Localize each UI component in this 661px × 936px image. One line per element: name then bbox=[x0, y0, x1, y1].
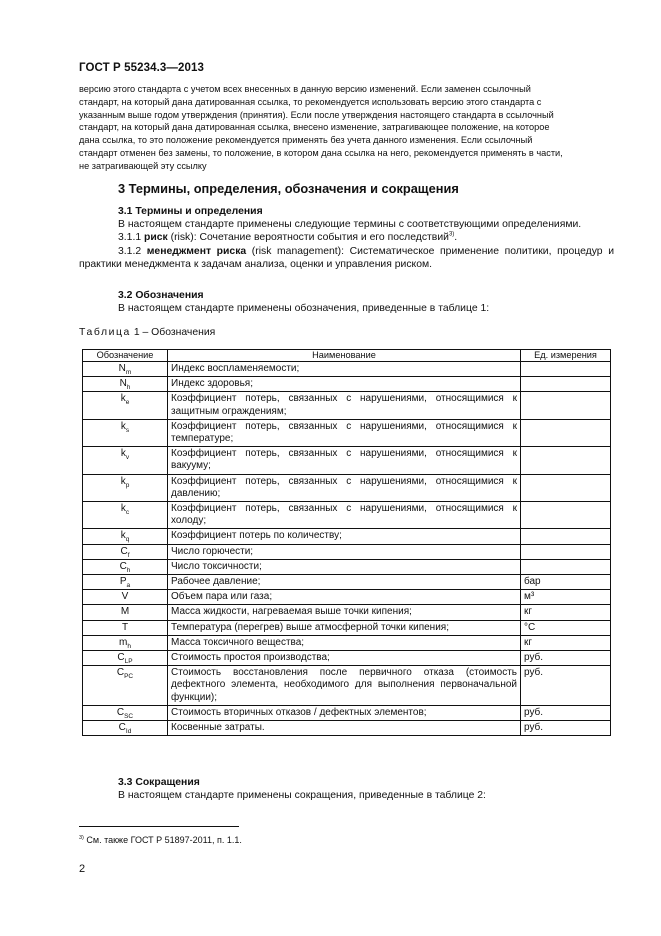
cell-name: Число токсичности; bbox=[168, 559, 521, 574]
table-row bbox=[83, 620, 611, 635]
symbol-subscript: p bbox=[125, 481, 130, 489]
cell-unit: м³ bbox=[521, 590, 611, 605]
intro-line: указанным выше годом утверждения (принятия). Если после утверждения настоящего стандарта в ссылочный bbox=[79, 109, 554, 120]
term-end: . bbox=[454, 232, 458, 244]
table-caption-rest: 1 – Обозначения bbox=[130, 327, 216, 338]
symbol: C bbox=[116, 667, 125, 679]
cell-name: Индекс воспламеняемости; bbox=[168, 362, 521, 377]
cell-unit bbox=[521, 419, 611, 446]
symbol-subscript: LP bbox=[124, 658, 133, 666]
cell-name: Коэффициент потерь, связанных с нарушениями, относящимися к давлению; bbox=[168, 474, 521, 501]
column-header-designation: Обозначение bbox=[83, 350, 168, 362]
cell-name: Рабочее давление; bbox=[168, 575, 521, 590]
table-row bbox=[83, 651, 611, 666]
symbol: m bbox=[119, 636, 128, 648]
symbol: k bbox=[120, 475, 126, 487]
cell-unit bbox=[521, 559, 611, 574]
symbol-subscript: f bbox=[127, 551, 130, 559]
cell-name: Масса токсичного вещества; bbox=[168, 635, 521, 650]
symbol-subscript: q bbox=[125, 536, 130, 544]
table-row bbox=[83, 721, 611, 736]
symbol-subscript: SC bbox=[124, 712, 134, 720]
table-row bbox=[83, 502, 611, 529]
cell-unit bbox=[521, 377, 611, 392]
cell-designation bbox=[83, 447, 168, 474]
symbol-subscript: Id bbox=[125, 728, 132, 736]
symbol-subscript: h bbox=[127, 642, 131, 650]
table-caption bbox=[79, 327, 215, 338]
table-row bbox=[83, 362, 611, 377]
symbol: C bbox=[118, 722, 126, 734]
cell-designation bbox=[83, 559, 168, 574]
table-row bbox=[83, 635, 611, 650]
cell-designation bbox=[83, 721, 168, 736]
symbol-subscript: v bbox=[125, 454, 130, 462]
symbol: k bbox=[120, 448, 126, 460]
subsection-text: В настоящем стандарте применены обозначения, приведенные в таблице 1: bbox=[118, 303, 490, 315]
cell-designation bbox=[83, 635, 168, 650]
symbol: V bbox=[121, 591, 129, 603]
table-row bbox=[83, 529, 611, 544]
symbol: k bbox=[120, 420, 126, 432]
cell-unit bbox=[521, 392, 611, 419]
cell-unit: кг bbox=[521, 635, 611, 650]
symbol: C bbox=[119, 560, 127, 572]
cell-designation bbox=[83, 666, 168, 706]
cell-designation bbox=[83, 419, 168, 446]
intro-line: стандарт, на который дана датированная ссылка, то рекомендуется использовать версию этого стандарта с bbox=[79, 96, 542, 107]
symbol: C bbox=[116, 706, 125, 718]
document-header: ГОСТ Р 55234.3—2013 bbox=[79, 62, 204, 74]
cell-unit bbox=[521, 502, 611, 529]
term-number: 3.1.2 bbox=[118, 245, 142, 257]
symbol: N bbox=[118, 363, 126, 374]
symbol: k bbox=[120, 393, 126, 405]
intro-line: версию этого стандарта с учетом всех внесенных в данную версию изменений. Если заменен ссылочный bbox=[79, 84, 531, 94]
cell-name: Коэффициент потерь по количеству; bbox=[168, 529, 521, 544]
cell-name: Коэффициент потерь, связанных с нарушениями, относящимися к температуре; bbox=[168, 419, 521, 446]
cell-unit: °C bbox=[521, 620, 611, 635]
cell-name: Стоимость восстановления после первичного отказа (стоимость дефектного элемента, необходимого для выполнения первоначальной функции); bbox=[168, 666, 521, 706]
cell-unit: бар bbox=[521, 575, 611, 590]
intro-line: стандарт отменен без замены, то положение, в котором дана ссылка на него, рекомендуется применять в части, bbox=[79, 147, 563, 158]
term-name: менеджмент риска bbox=[146, 245, 247, 257]
cell-unit: руб. bbox=[521, 651, 611, 666]
symbol-subscript: e bbox=[125, 399, 130, 407]
footnote-divider bbox=[79, 826, 239, 827]
cell-name: Масса жидкости, нагреваемая выше точки кипения; bbox=[168, 605, 521, 620]
page-number: 2 bbox=[79, 863, 86, 875]
symbol: k bbox=[120, 503, 126, 515]
table-row bbox=[83, 392, 611, 419]
cell-designation bbox=[83, 377, 168, 392]
intro-paragraph bbox=[79, 83, 613, 173]
cell-name: Число горючести; bbox=[168, 544, 521, 559]
symbol: N bbox=[119, 378, 127, 390]
cell-name: Объем пара или газа; bbox=[168, 590, 521, 605]
cell-name: Стоимость вторичных отказов / дефектных элементов; bbox=[168, 705, 521, 720]
cell-designation bbox=[83, 502, 168, 529]
subsection-title: 3.2 Обозначения bbox=[118, 290, 204, 301]
subsection-3-3 bbox=[79, 776, 614, 802]
cell-designation bbox=[83, 575, 168, 590]
term-definition: (risk management): Систематическое применение политики, процедур и практики менеджмента к задачам анализа, оценки и управления риском. bbox=[79, 245, 614, 270]
symbol: M bbox=[120, 606, 130, 618]
table-row bbox=[83, 605, 611, 620]
table-row bbox=[83, 419, 611, 446]
cell-designation bbox=[83, 651, 168, 666]
designations-table bbox=[82, 349, 611, 736]
table-row bbox=[83, 575, 611, 590]
table-body bbox=[83, 362, 611, 736]
table-row bbox=[83, 377, 611, 392]
cell-designation bbox=[83, 544, 168, 559]
subsection-title: 3.3 Сокращения bbox=[118, 777, 200, 788]
cell-name: Индекс здоровья; bbox=[168, 377, 521, 392]
table-row bbox=[83, 474, 611, 501]
symbol: P bbox=[119, 576, 127, 588]
table-caption-word: Таблица bbox=[79, 327, 131, 338]
cell-designation bbox=[83, 474, 168, 501]
symbol: T bbox=[121, 621, 129, 633]
subsection-3-1 bbox=[79, 205, 614, 271]
cell-unit bbox=[521, 362, 611, 377]
cell-unit bbox=[521, 529, 611, 544]
cell-designation bbox=[83, 605, 168, 620]
table-header-row bbox=[83, 350, 611, 362]
subsection-3-2 bbox=[79, 289, 614, 315]
cell-unit bbox=[521, 474, 611, 501]
cell-unit: руб. bbox=[521, 705, 611, 720]
subsection-text: В настоящем стандарте применены сокращения, приведенные в таблице 2: bbox=[118, 790, 486, 802]
cell-unit bbox=[521, 447, 611, 474]
section-title: 3 Термины, определения, обозначения и сокращения bbox=[118, 181, 459, 196]
cell-designation bbox=[83, 362, 168, 377]
cell-name: Коэффициент потерь, связанных с нарушениями, относящимися к вакууму; bbox=[168, 447, 521, 474]
subsection-title: 3.1 Термины и определения bbox=[118, 206, 263, 217]
symbol-subscript: h bbox=[126, 566, 131, 574]
term-definition: (risk): Сочетание вероятности события и его последствий bbox=[170, 232, 449, 244]
cell-name: Коэффициент потерь, связанных с нарушениями, относящимися к холоду; bbox=[168, 502, 521, 529]
symbol: C bbox=[117, 652, 125, 664]
term-3-1-1 bbox=[79, 231, 614, 244]
symbol-subscript: a bbox=[126, 582, 131, 590]
table-row bbox=[83, 705, 611, 720]
cell-name: Косвенные затраты. bbox=[168, 721, 521, 736]
cell-designation bbox=[83, 705, 168, 720]
cell-designation bbox=[83, 392, 168, 419]
intro-line: стандарт, на который дана датированная ссылка, внесено изменение, затрагивающее положение, на которое bbox=[79, 122, 550, 133]
table-row bbox=[83, 590, 611, 605]
term-number: 3.1.1 bbox=[118, 232, 142, 244]
term-name: риск bbox=[144, 232, 168, 244]
footnote-ref: 3) bbox=[448, 231, 455, 238]
cell-designation bbox=[83, 590, 168, 605]
symbol-subscript: PC bbox=[124, 673, 134, 681]
cell-unit: кг bbox=[521, 605, 611, 620]
symbol-subscript: c bbox=[125, 509, 130, 517]
intro-line: не затрагивающей эту ссылку bbox=[79, 160, 207, 171]
table-row bbox=[83, 666, 611, 706]
cell-name: Температура (перегрев) выше атмосферной точки кипения; bbox=[168, 620, 521, 635]
footnote-mark: 3) bbox=[79, 835, 84, 841]
cell-name: Стоимость простоя производства; bbox=[168, 651, 521, 666]
cell-name: Коэффициент потерь, связанных с нарушениями, относящимися к защитным ограждениям; bbox=[168, 392, 521, 419]
cell-unit: руб. bbox=[521, 721, 611, 736]
symbol-subscript: m bbox=[125, 369, 132, 376]
symbol-subscript: h bbox=[126, 384, 131, 392]
column-header-name: Наименование bbox=[168, 350, 521, 362]
table-row bbox=[83, 544, 611, 559]
footnote-text: См. также ГОСТ Р 51897-2011, п. 1.1. bbox=[83, 835, 242, 845]
cell-designation bbox=[83, 529, 168, 544]
symbol: k bbox=[120, 530, 126, 542]
subsection-text: В настоящем стандарте применены следующие термины с соответствующими определениями. bbox=[118, 219, 582, 231]
term-3-1-2 bbox=[79, 245, 614, 271]
cell-designation bbox=[83, 620, 168, 635]
cell-unit: руб. bbox=[521, 666, 611, 706]
symbol: C bbox=[120, 545, 128, 557]
column-header-unit: Ед. измерения bbox=[521, 350, 611, 362]
table-row bbox=[83, 447, 611, 474]
cell-unit bbox=[521, 544, 611, 559]
symbol-subscript: s bbox=[125, 426, 130, 434]
intro-line: дана ссылка, то это положение рекомендуется применять без учета данного изменения. Если ссылочный bbox=[79, 135, 533, 146]
footnote bbox=[79, 835, 242, 845]
table-row bbox=[83, 559, 611, 574]
